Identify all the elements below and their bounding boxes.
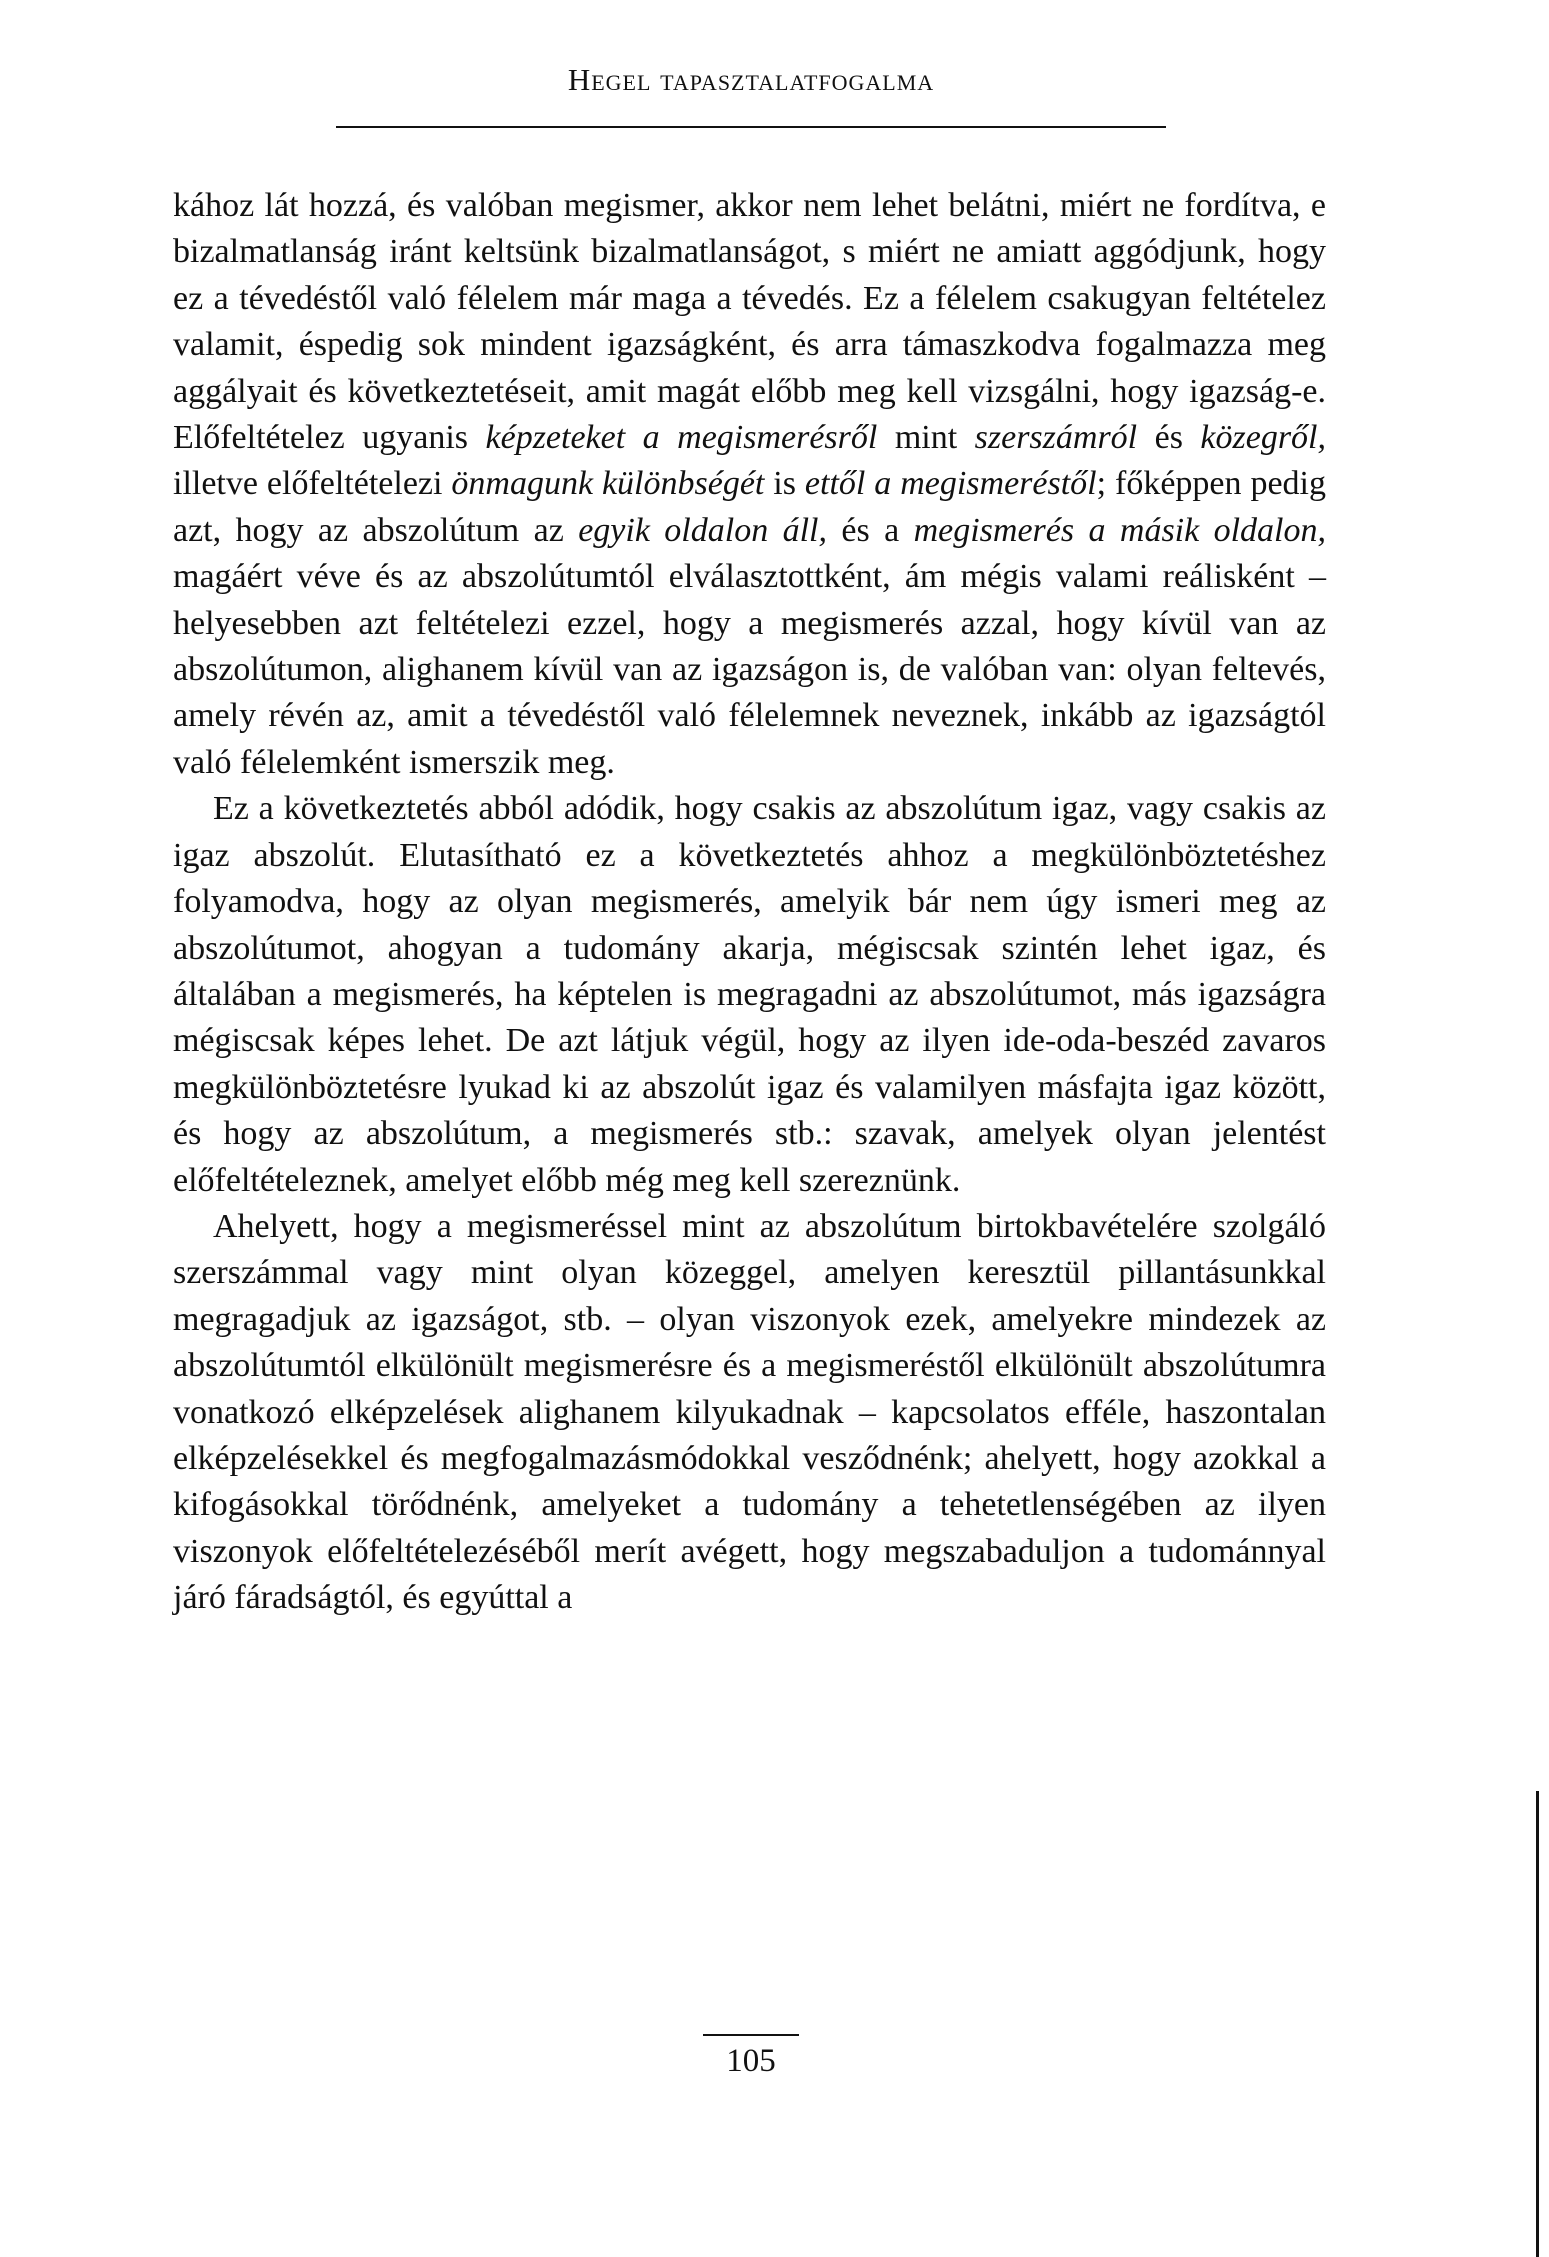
- paragraph-1-text-i: is: [764, 465, 805, 503]
- paragraph-3: Ahelyett, hogy a megismeréssel mint az abszolútum birtokbavételére szolgáló szerszámmal vagy mint olyan közeggel, amelyen keresztül pillantásunkkal megragadjuk az igazságot, stb. – olyan viszonyok ezek, amelyekre mindezek az abszolútumtól elkülönült megismerésre és a megismeréstől elkülönült abszolútumra vonatkozó elképzelések alighanem kilyukadnak – kapcsolatos efféle, haszontalan elképzelésekkel és megfogalmazásmódokkal vesződnénk; ahelyett, hogy azokkal a kifogásokkal törődnénk, amelyeket a tudomány a tehetetlenségében az ilyen viszonyok előfeltételezéséből merít avégett, hogy megszabaduljon a tudománnyal járó fáradságtól, és egyúttal a: [173, 1207, 1326, 1617]
- paragraph-1-text-e: és: [1137, 419, 1201, 457]
- paragraph-1-text-k: ; főképpen pedig azt, hogy az abszolútum az: [173, 465, 1326, 549]
- header-rule: [336, 126, 1166, 128]
- running-header: Hegel tapasztalatfogalma: [567, 62, 935, 97]
- paragraph-1-text-o: magáért véve és az abszolútumtól elválasztottként, ám mégis valami reálisként – helyesebben azt feltételezi ezzel, hogy a megismerés azzal, hogy kívül van az abszolútumon, alighanem kívül van az igazságon is, de valóban van: olyan feltevés, amely révén az, amit a tévedéstől való félelemnek neveznek, inkább az igazságtól való félelemként ismerszik meg.: [173, 558, 1326, 781]
- footer-rule: [703, 2034, 799, 2036]
- page-number: 105: [726, 2043, 776, 2079]
- paragraph-1: [173, 183, 1326, 786]
- paragraph-1-text-a: kához lát hozzá, és valóban megismer, akkor nem lehet belátni, miért ne fordítva, e bizalmatlanság iránt keltsünk bizalmatlanságot, s miért ne amiatt aggódjunk, hogy ez a tévedéstől való félelem már maga a tévedés. Ez a félelem csakugyan feltételez valamit, éspedig sok mindent igazságként, és arra támaszkodva fogalmazza meg aggályait és következtetéseit, amit magát előbb meg kell vizsgálni, hogy igazság-e. Előfeltételez ugyanis: [173, 187, 1326, 457]
- paragraph-1-italic-n: megismerés a másik oldalon,: [913, 511, 1326, 549]
- paragraph-1-text-c: mint: [877, 419, 975, 457]
- paragraph-1-italic-h: önmagunk különbségét: [451, 465, 765, 503]
- paragraph-1-text-g: illetve előfeltételezi: [173, 465, 452, 503]
- paragraph-1-italic-d: szerszámról: [974, 419, 1138, 457]
- body-text: [173, 183, 1326, 1622]
- paragraph-2: Ez a következtetés abból adódik, hogy csakis az abszolútum igaz, vagy csakis az igaz abszolút. Elutasítható ez a következtetés ahhoz a megkülönböztetéshez folyamodva, hogy az olyan megismerés, amelyik bár nem úgy ismeri meg az abszolútumot, ahogyan a tudomány akarja, mégiscsak szintén lehet igaz, és általában a megismerés, ha képtelen is megragadni az abszolútumot, más igazságra mégiscsak képes lehet. De azt látjuk végül, hogy az ilyen ide-oda-beszéd zavaros megkülönböztetésre lyukad ki az abszolút igaz és valamilyen másfajta igaz között, és hogy az abszolútum, a megismerés stb.: szavak, amelyek olyan jelentést előfeltételeznek, amelyet előbb még meg kell szereznünk.: [173, 790, 1326, 1199]
- paragraph-1-italic-f: közegről,: [1200, 419, 1326, 457]
- margin-scan-line: [1536, 1791, 1539, 2257]
- paragraph-1-italic-j: ettől a megismeréstől: [804, 465, 1097, 503]
- paragraph-1-italic-b: képzeteket a megismerésről: [485, 419, 878, 457]
- paragraph-1-text-m: és a: [827, 511, 914, 549]
- paragraph-1-italic-l: egyik oldalon áll,: [578, 511, 827, 549]
